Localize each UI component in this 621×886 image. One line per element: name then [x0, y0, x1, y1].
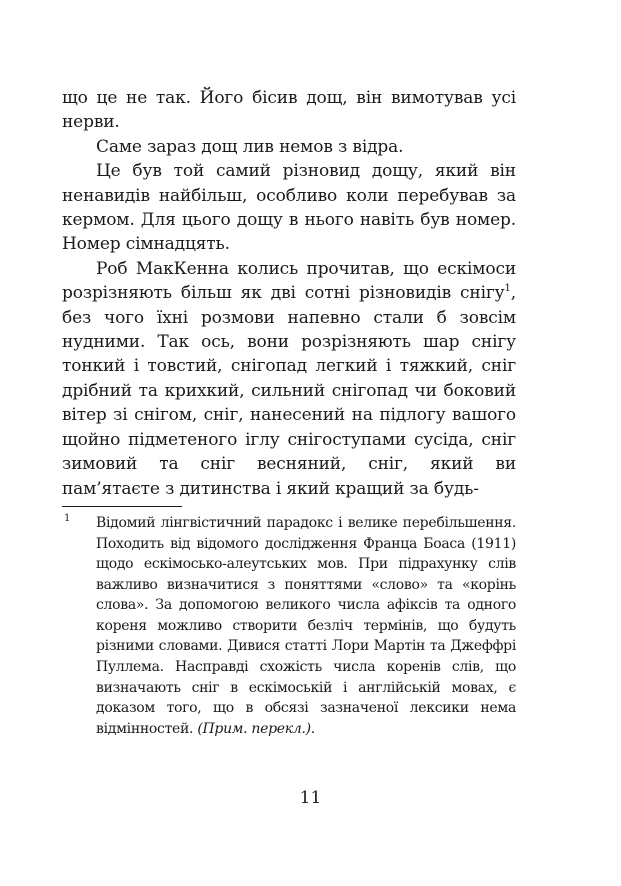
page-number: 11 [299, 788, 322, 808]
book-page [62, 86, 516, 739]
paragraph-3: Це був той самий різновид дощу, який він ненавидів найбільш, особливо коли перебував за кермом. Для цього дощу в нього навіть був номер. Номер сімнадцять. [62, 161, 516, 255]
translator-note: (Прим. перекл.). [197, 720, 315, 737]
paragraph-4 [62, 257, 516, 501]
paragraph-4-start: Роб МакКенна колись прочитав, що ескімоси розрізняють більш як дві сотні різновидів снігу [62, 258, 516, 304]
paragraph-1: що це не так. Його бісив дощ, він вимотував усі нерви. [62, 88, 516, 133]
footnote-marker: 1 [64, 512, 71, 524]
footnote-reference[interactable]: 1 [504, 283, 511, 295]
footnote-body [96, 513, 516, 740]
paragraph-4-end: , без чого їхні розмови напевно стали б зовсім нудними. Так ось, вони розрізняють шар снігу тонкий і товстий, снігопад легкий і тяжкий, сніг дрібний та крихкий, сильний снігопад чи боковий вітер зі снігом, сніг, нанесений на підлогу вашого щойно підметеного іглу снігоступами сусіда, сніг зимовий та сніг весняний, сніг, який ви пам’ятаєте з дитинства і який кращий за будь- [62, 283, 516, 499]
footnote [62, 513, 516, 740]
footnote-divider [62, 506, 182, 507]
paragraph-2: Саме зараз дощ лив немов з відра. [96, 136, 404, 157]
footnote-text: Відомий лінгвістичний парадокс і велике перебільшення. Походить від відомого дослідження Франца Боаса (1911) щодо ескімосько-алеутських мов. При підрахунку слів важливо визначитися з поняттями «слово» та «корінь слова». За допомогою великого числа афіксів та одного кореня можливо створити безліч термінів, що будуть різними словами. Дивися статті Лори Мартін та Джеффрі Пуллема. Насправді схожість числа коренів слів, що визначають сніг в ескімоській і англійській мовах, є доказом того, що в обсязі зазначеної лексики нема відмінностей. [96, 514, 516, 737]
main-text [62, 86, 516, 501]
